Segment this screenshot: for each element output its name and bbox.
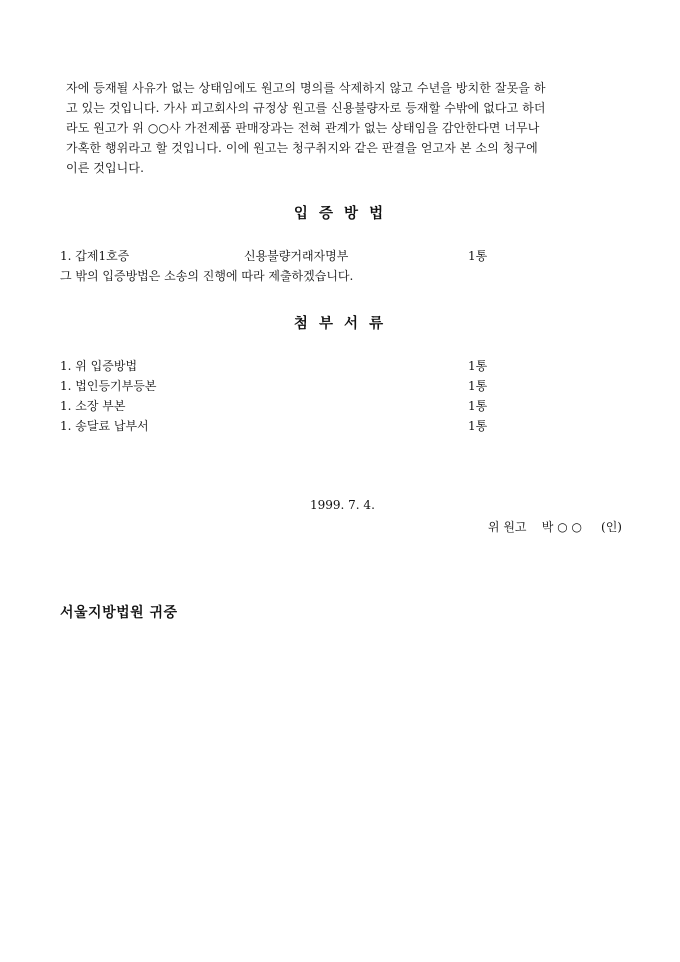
attachment-label: 1. 법인등기부등본 <box>60 379 157 393</box>
attachments-heading: 첨 부 서 류 <box>293 315 387 332</box>
signature-seal: (인) <box>601 520 622 534</box>
attachment-label: 1. 소장 부본 <box>60 399 126 413</box>
body-line: 라도 원고가 위 ○○사 가전제품 판매장과는 전혀 관계가 없는 상태임을 감안한다면 너무나 <box>66 121 540 135</box>
body-paragraph <box>66 78 626 178</box>
attachment-item <box>60 396 620 416</box>
attachment-qty: 1통 <box>468 359 488 373</box>
evidence-item-name: 신용불량거래자명부 <box>244 249 349 263</box>
body-line: 고 있는 것입니다. 가사 피고회사의 규정상 원고를 신용불량자로 등재할 수밖에 없다고 하더 <box>66 101 546 115</box>
attachment-qty: 1통 <box>468 419 488 433</box>
evidence-item-number: 1. 갑제1호증 <box>60 249 130 263</box>
body-line: 자에 등재될 사유가 없는 상태임에도 원고의 명의를 삭제하지 않고 수년을 방치한 잘못을 하 <box>66 81 546 95</box>
court-addressee: 서울지방법원 귀중 <box>60 605 178 621</box>
attachment-item <box>60 356 620 376</box>
attachment-label: 1. 송달료 납부서 <box>60 419 149 433</box>
attachment-qty: 1통 <box>468 399 488 413</box>
attachment-qty: 1통 <box>468 379 488 393</box>
body-line: 가혹한 행위라고 할 것입니다. 이에 원고는 청구취지와 같은 판결을 얻고자 본 소의 청구에 <box>66 141 538 155</box>
attachment-item <box>60 376 620 396</box>
signature-name: 박 ○ ○ <box>541 520 582 534</box>
evidence-item-qty: 1통 <box>468 249 488 263</box>
evidence-item <box>60 246 620 266</box>
evidence-note: 그 밖의 입증방법은 소송의 진행에 따라 제출하겠습니다. <box>60 269 354 283</box>
evidence-heading: 입 증 방 법 <box>293 205 387 222</box>
attachment-label: 1. 위 입증방법 <box>60 359 138 373</box>
document-date: 1999. 7. 4. <box>310 498 375 512</box>
signature-role: 위 원고 <box>487 520 527 534</box>
body-line: 이른 것입니다. <box>66 161 144 175</box>
signature-line <box>488 518 622 535</box>
attachment-item <box>60 416 620 436</box>
